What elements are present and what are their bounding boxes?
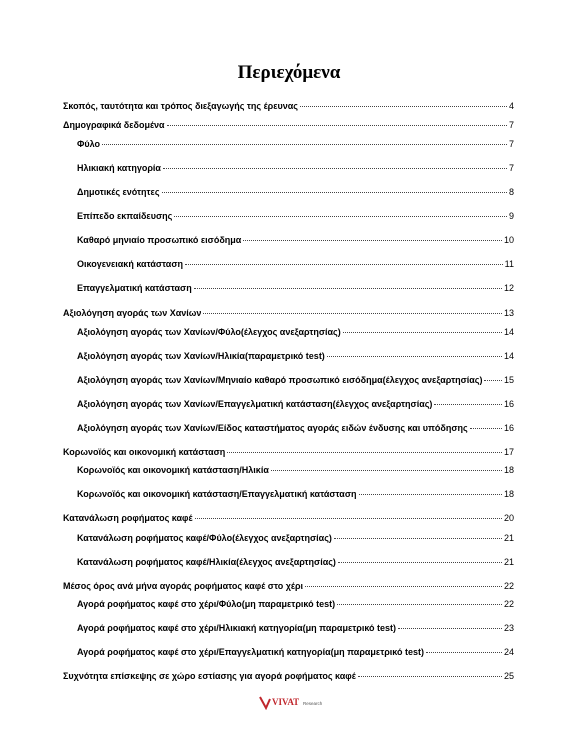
toc-entry-label: Δημογραφικά δεδομένα — [63, 120, 165, 130]
toc-leader-dots — [305, 586, 502, 587]
toc-entry-label: Αξιολόγηση αγοράς των Χανίων/Μηνιαίο καθαρό προσωπικό εισόδημα(έλεγχος ανεξαρτησίας) — [77, 375, 483, 385]
toc-entry-label: Κορωνοϊός και οικονομική κατάσταση — [63, 447, 226, 457]
toc-entry[interactable] — [63, 670, 514, 682]
toc-entry-label: Κατανάλωση ροφήματος καφέ — [63, 513, 193, 523]
toc-leader-dots — [227, 452, 502, 453]
toc-leader-dots — [337, 604, 502, 605]
toc-entry-page-number: 8 — [508, 187, 514, 197]
toc-entry-page-number: 17 — [503, 447, 514, 457]
toc-entry-page-number: 18 — [503, 465, 514, 475]
toc-entry-label: Αξιολόγηση αγοράς των Χανίων/Είδος καταστήματος αγοράς ειδών ένδυσης και υπόδησης — [77, 423, 468, 433]
toc-entry-label: Κατανάλωση ροφήματος καφέ/Ηλικία(έλεγχος ανεξαρτησίας) — [77, 557, 336, 567]
toc-entry[interactable] — [77, 282, 514, 294]
toc-entry-page-number: 25 — [503, 671, 514, 681]
toc-leader-dots — [359, 494, 502, 495]
toc-entry[interactable] — [77, 532, 514, 544]
logo-mark-icon — [260, 697, 270, 708]
toc-entry-page-number: 22 — [503, 581, 514, 591]
toc-entry-label: Αξιολόγηση αγοράς των Χανίων — [63, 308, 202, 318]
toc-entry[interactable] — [77, 422, 514, 434]
toc-entry-label: Μέσος όρος ανά μήνα αγοράς ροφήματος καφέ στο χέρι — [63, 581, 304, 591]
toc-entry-label: Αγορά ροφήματος καφέ στο χέρι/Επαγγελματική κατηγορία(μη παραμετρικό test) — [77, 647, 425, 657]
toc-entry[interactable] — [63, 100, 514, 112]
toc-entry[interactable] — [77, 398, 514, 410]
toc-leader-dots — [484, 380, 502, 381]
toc-entry-page-number: 7 — [508, 120, 514, 130]
toc-entry[interactable] — [77, 162, 514, 174]
toc-leader-dots — [163, 168, 507, 169]
toc-leader-dots — [185, 264, 503, 265]
toc-entry[interactable] — [63, 580, 514, 592]
toc-leader-dots — [343, 332, 502, 333]
toc-entry-label: Επίπεδο εκπαίδευσης — [77, 211, 173, 221]
toc-leader-dots — [300, 106, 507, 107]
toc-entry[interactable] — [63, 307, 514, 319]
toc-entry[interactable] — [77, 350, 514, 362]
toc-entry-page-number: 21 — [503, 557, 514, 567]
toc-entry-page-number: 18 — [503, 489, 514, 499]
svg-text:VIVAT: VIVAT — [272, 697, 300, 707]
toc-leader-dots — [327, 356, 502, 357]
toc-leader-dots — [102, 144, 507, 145]
company-logo — [258, 694, 328, 710]
toc-entry-page-number: 23 — [503, 623, 514, 633]
toc-leader-dots — [338, 562, 502, 563]
toc-entry-page-number: 10 — [503, 235, 514, 245]
toc-entry-label: Καθαρό μηνιαίο προσωπικό εισόδημα — [77, 235, 242, 245]
toc-leader-dots — [174, 216, 507, 217]
toc-entry-label: Αγορά ροφήματος καφέ στο χέρι/Ηλικιακή κατηγορία(μη παραμετρικό test) — [77, 623, 397, 633]
toc-entry-label: Αξιολόγηση αγοράς των Χανίων/Φύλο(έλεγχος ανεξαρτησίας) — [77, 327, 341, 337]
toc-entry-label: Σκοπός, ταυτότητα και τρόπος διεξαγωγής της έρευνας — [63, 101, 298, 111]
toc-entry-page-number: 4 — [508, 101, 514, 111]
toc-entry[interactable] — [77, 646, 514, 658]
toc-entry-label: Φύλο — [77, 139, 101, 149]
toc-entry[interactable] — [63, 512, 514, 524]
toc-leader-dots — [358, 676, 502, 677]
toc-entry-page-number: 14 — [503, 351, 514, 361]
toc-leader-dots — [162, 192, 507, 193]
toc-leader-dots — [271, 470, 502, 471]
toc-entry-page-number: 9 — [508, 211, 514, 221]
toc-leader-dots — [334, 538, 502, 539]
toc-entry-page-number: 20 — [503, 513, 514, 523]
toc-entry-page-number: 12 — [503, 283, 514, 293]
toc-entry[interactable] — [77, 556, 514, 568]
toc-entry-page-number: 16 — [503, 423, 514, 433]
toc-entry-page-number: 21 — [503, 533, 514, 543]
toc-entry-label: Κατανάλωση ροφήματος καφέ/Φύλο(έλεγχος ανεξαρτησίας) — [77, 533, 332, 543]
toc-entry[interactable] — [77, 488, 514, 500]
toc-entry-label: Ηλικιακή κατηγορία — [77, 163, 161, 173]
toc-entry-page-number: 13 — [503, 308, 514, 318]
toc-entry[interactable] — [77, 234, 514, 246]
toc-leader-dots — [470, 428, 502, 429]
toc-entry[interactable] — [77, 598, 514, 610]
toc-entry[interactable] — [77, 464, 514, 476]
toc-entry-label: Αξιολόγηση αγοράς των Χανίων/Επαγγελματική κατάσταση(έλεγχος ανεξαρτησίας) — [77, 399, 433, 409]
toc-leader-dots — [203, 313, 502, 314]
toc-entry[interactable] — [63, 446, 514, 458]
toc-entry[interactable] — [77, 210, 514, 222]
toc-leader-dots — [398, 628, 502, 629]
toc-entry-label: Οικογενειακή κατάσταση — [77, 259, 183, 269]
toc-entry-label: Συχνότητα επίσκεψης σε χώρο εστίασης για αγορά ροφήματος καφέ — [63, 671, 356, 681]
toc-leader-dots — [434, 404, 502, 405]
toc-entry-label: Επαγγελματική κατάσταση — [77, 283, 192, 293]
toc-entry[interactable] — [77, 622, 514, 634]
toc-entry[interactable] — [63, 119, 514, 131]
toc-entry-page-number: 24 — [503, 647, 514, 657]
toc-leader-dots — [195, 518, 502, 519]
toc-leader-dots — [194, 288, 502, 289]
toc-entry[interactable] — [77, 374, 514, 386]
svg-text:Research: Research — [303, 701, 323, 706]
toc-entry[interactable] — [77, 138, 514, 150]
toc-entry-label: Αγορά ροφήματος καφέ στο χέρι/Φύλο(μη παραμετρικό test) — [77, 599, 336, 609]
toc-entry-label: Δημοτικές ενότητες — [77, 187, 160, 197]
toc-entry-page-number: 11 — [504, 259, 514, 269]
toc-entry-label: Αξιολόγηση αγοράς των Χανίων/Ηλικία(παραμετρικό test) — [77, 351, 325, 361]
toc-entry-page-number: 16 — [503, 399, 514, 409]
toc-entry-label: Κορωνοϊός και οικονομική κατάσταση/Επαγγελματική κατάσταση — [77, 489, 357, 499]
toc-leader-dots — [243, 240, 502, 241]
toc-leader-dots — [167, 125, 507, 126]
toc-entry-page-number: 14 — [503, 327, 514, 337]
toc-entry[interactable] — [77, 186, 514, 198]
toc-entry-page-number: 7 — [508, 163, 514, 173]
toc-entry-label: Κορωνοϊός και οικονομική κατάσταση/Ηλικία — [77, 465, 269, 475]
toc-entry[interactable] — [77, 326, 514, 338]
toc-entry-page-number: 22 — [503, 599, 514, 609]
toc-entry[interactable] — [77, 258, 514, 270]
page-title: Περιεχόμενα — [237, 62, 341, 83]
toc-entry-page-number: 7 — [508, 139, 514, 149]
toc-entry-page-number: 15 — [503, 375, 514, 385]
toc-leader-dots — [426, 652, 502, 653]
